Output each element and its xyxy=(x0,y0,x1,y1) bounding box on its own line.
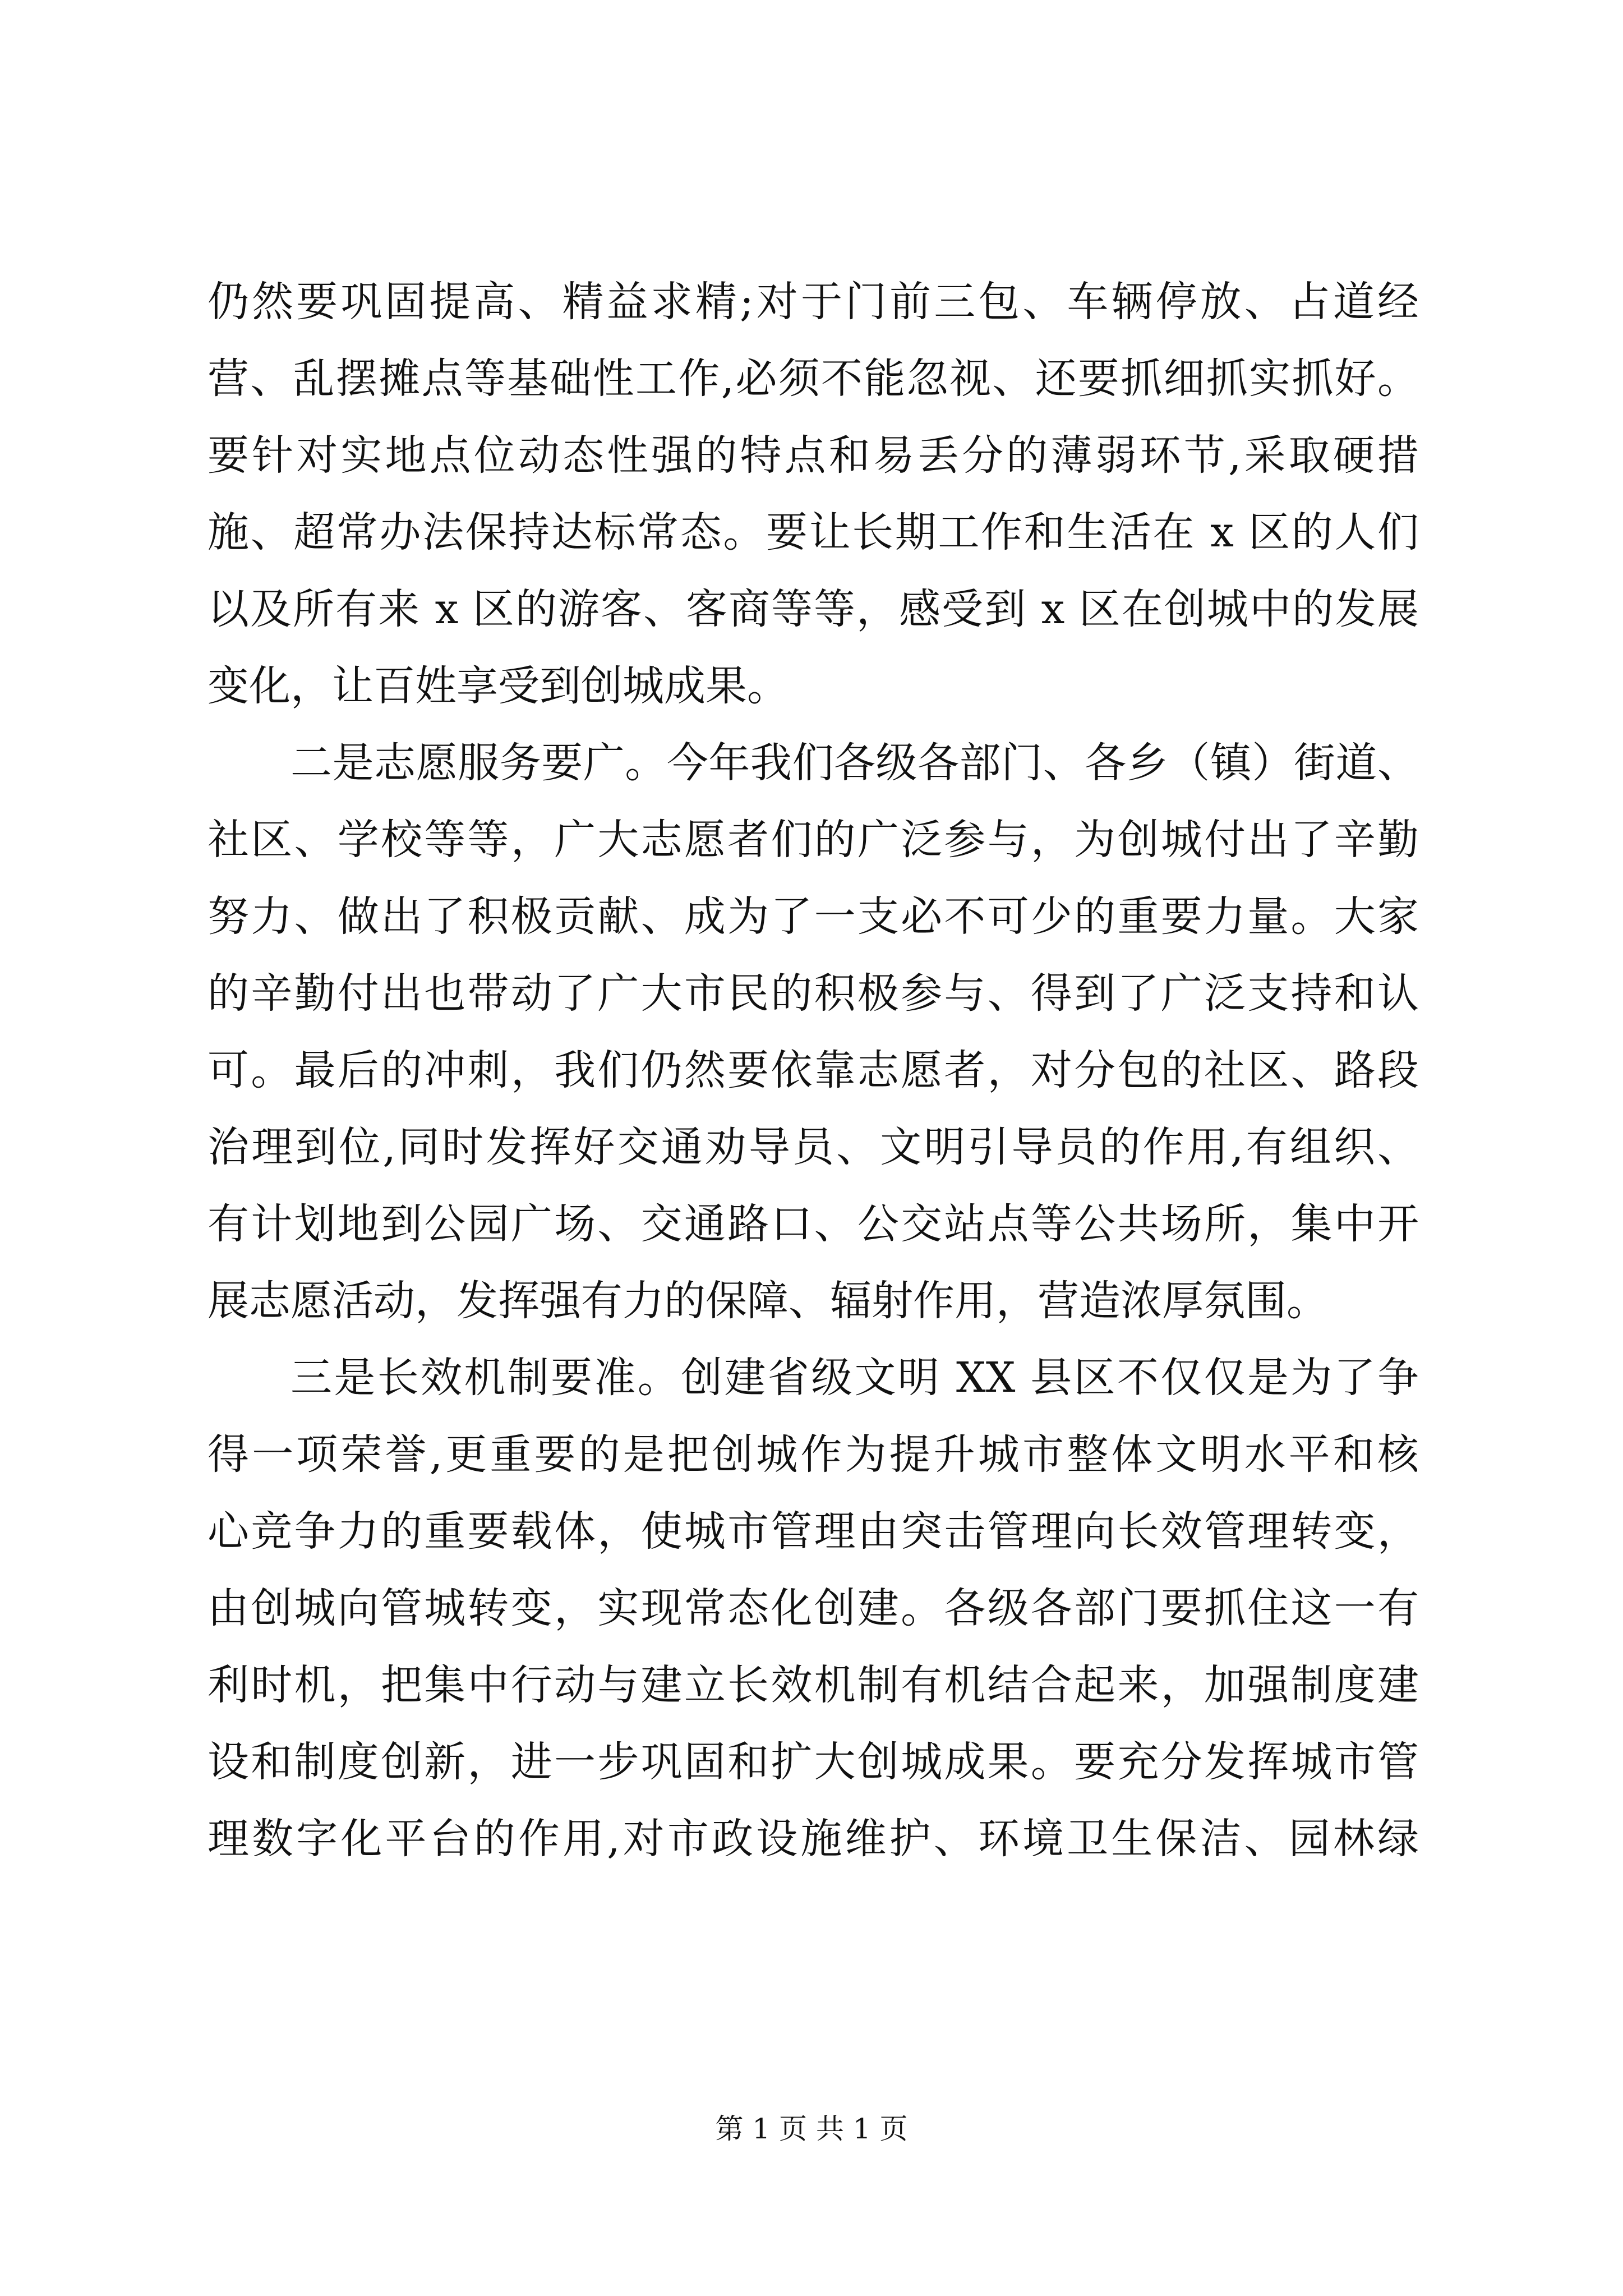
text-line: 治理到位,同时发挥好交通劝导员、文明引导员的作用,有组织、 xyxy=(208,1123,1419,1171)
text-line: 展志愿活动，发挥强有力的保障、辐射作用，营造浓厚氛围。 xyxy=(208,1277,1328,1325)
text-line: 设和制度创新，进一步巩固和扩大创城成果。要充分发挥城市管 xyxy=(208,1738,1419,1786)
text-line: 理数字化平台的作用,对市政设施维护、环境卫生保洁、园林绿 xyxy=(208,1815,1419,1863)
document-body xyxy=(208,264,1419,1878)
text-line: 可。最后的冲刺，我们仍然要依靠志愿者，对分包的社区、路段 xyxy=(208,1046,1419,1094)
text-line: 有计划地到公园广场、交通路口、公交站点等公共场所，集中开 xyxy=(208,1200,1419,1248)
paragraph-start-line: 二是志愿服务要广。今年我们各级各部门、各乡（镇）街道、 xyxy=(291,739,1419,787)
text-line: 仍然要巩固提高、精益求精;对于门前三包、车辆停放、占道经 xyxy=(208,278,1419,326)
text-line: 心竞争力的重要载体，使城市管理由突击管理向长效管理转变， xyxy=(208,1507,1419,1556)
text-line: 施、超常办法保持达标常态。要让长期工作和生活在 x 区的人们 xyxy=(208,508,1419,556)
paragraph-start-line: 三是长效机制要准。创建省级文明 XX 县区不仅仅是为了争 xyxy=(291,1354,1419,1402)
text-line: 社区、学校等等，广大志愿者们的广泛参与，为创城付出了辛勤 xyxy=(208,816,1419,864)
text-line: 努力、做出了积极贡献、成为了一支必不可少的重要力量。大家 xyxy=(208,892,1419,941)
text-line: 以及所有来 x 区的游客、客商等等，感受到 x 区在创城中的发展 xyxy=(208,585,1419,633)
text-line: 要针对实地点位动态性强的特点和易丢分的薄弱环节,采取硬措 xyxy=(208,431,1419,480)
text-line: 由创城向管城转变，实现常态化创建。各级各部门要抓住这一有 xyxy=(208,1584,1419,1632)
text-line: 得一项荣誉,更重要的是把创城作为提升城市整体文明水平和核 xyxy=(208,1430,1419,1479)
page-footer: 第 1 页 共 1 页 xyxy=(715,2113,908,2145)
text-line: 利时机，把集中行动与建立长效机制有机结合起来，加强制度建 xyxy=(208,1661,1419,1709)
text-line: 变化，让百姓享受到创城成果。 xyxy=(208,662,789,710)
text-line: 营、乱摆摊点等基础性工作,必须不能忽视、还要抓细抓实抓好。 xyxy=(208,355,1419,403)
text-line: 的辛勤付出也带动了广大市民的积极参与、得到了广泛支持和认 xyxy=(208,969,1419,1018)
